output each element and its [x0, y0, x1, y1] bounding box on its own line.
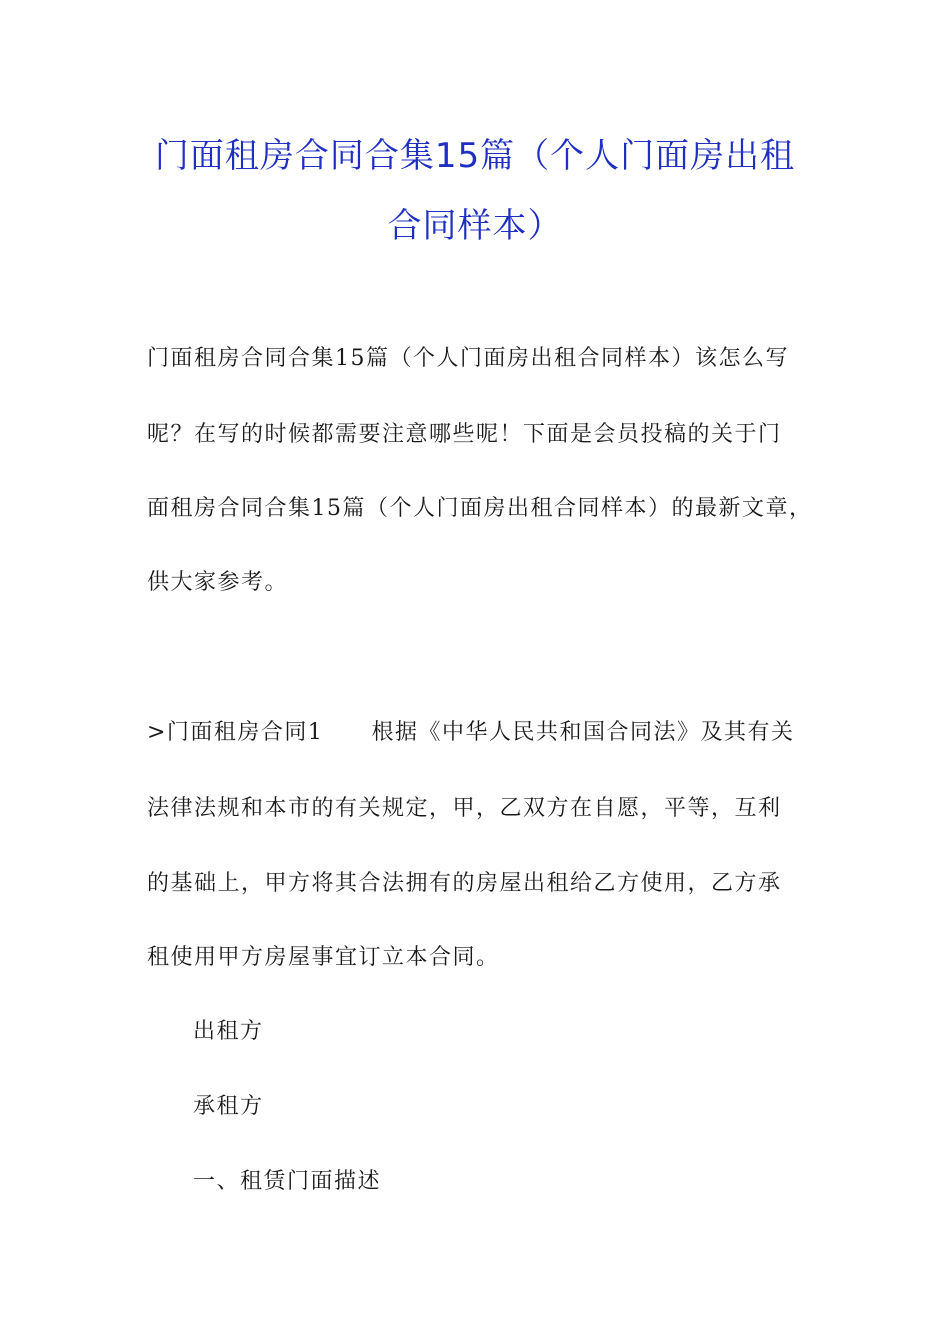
intro-line-4: 供大家参考。: [147, 570, 289, 595]
section-1-line-4: 租使用甲方房屋事宜订立本合同。: [147, 945, 500, 970]
intro-line-3: 面租房合同合集15篇（个人门面房出租合同样本）的最新文章，: [147, 496, 813, 521]
document-title-line-1: 门面租房合同合集15篇（个人门面房出租: [154, 136, 796, 176]
party-lessee: 承租方: [193, 1094, 264, 1119]
intro-line-1: 门面租房合同合集15篇（个人门面房出租合同样本）该怎么写: [147, 346, 789, 371]
section-1-first-line: [147, 718, 794, 748]
clause-1-heading: 一、租赁门面描述: [193, 1169, 382, 1194]
document-title-line-2: 合同样本）: [387, 206, 563, 246]
section-heading: >门面租房合同1: [147, 720, 324, 745]
section-first-text: 根据《中华人民共和国合同法》及其有关: [371, 720, 795, 745]
intro-line-2: 呢？在写的时候都需要注意哪些呢！下面是会员投稿的关于门: [147, 422, 782, 447]
party-lessor: 出租方: [193, 1019, 264, 1044]
section-1-line-3: 的基础上，甲方将其合法拥有的房屋出租给乙方使用，乙方承: [147, 871, 782, 896]
section-1-line-2: 法律法规和本市的有关规定，甲，乙双方在自愿，平等，互利: [147, 796, 782, 821]
